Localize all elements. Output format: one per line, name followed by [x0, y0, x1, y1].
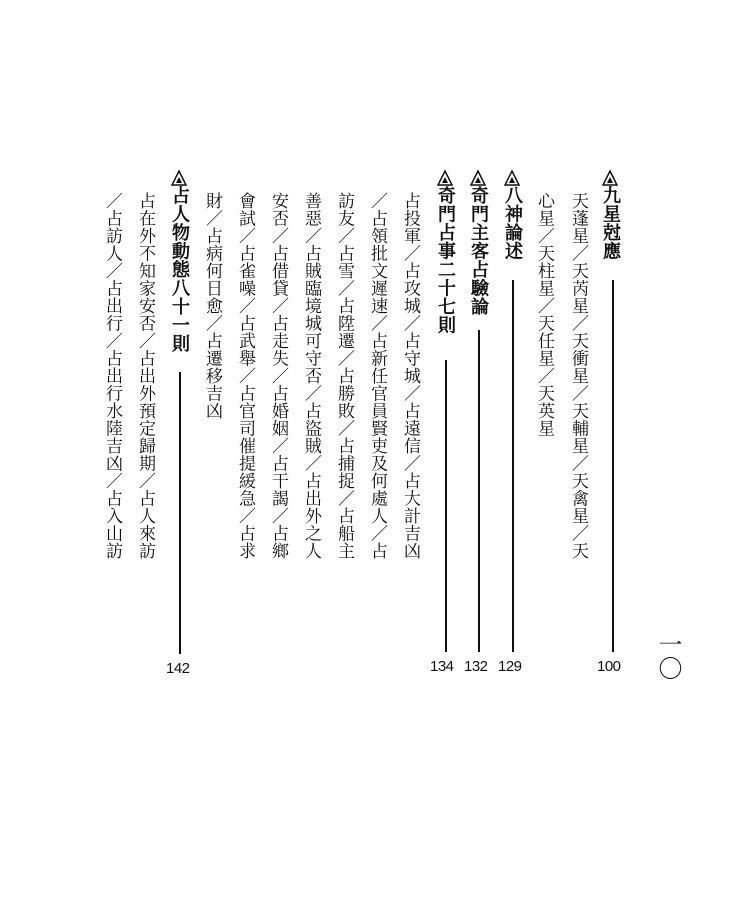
leader-line [179, 372, 181, 654]
leader-line [512, 280, 514, 652]
toc-item-line: ／占領批文遲速／占新任官員賢吏及何處人／占 [367, 192, 387, 560]
page-number: 132 [464, 658, 488, 675]
page-number: 129 [498, 658, 522, 675]
toc-item-line: ／占訪人／占出行／占出行水陸吉凶／占入山訪 [102, 192, 122, 560]
triangle-marker-icon [602, 170, 618, 186]
triangle-marker-icon [171, 170, 187, 186]
page-number: 100 [597, 658, 621, 675]
toc-heading-nine-stars[interactable]: 九星尅應 [599, 170, 621, 260]
toc-heading-81-people[interactable]: 占人物動態八十一則 [168, 170, 190, 353]
toc-item-line: 財／占病何日愈／占遷移吉凶 [202, 192, 222, 420]
toc-item-line: 會試／占雀噪／占武舉／占官司催提緩急／占求 [235, 192, 255, 560]
triangle-marker-icon [470, 170, 486, 186]
toc-heading-eight-gods[interactable]: 八神論述 [501, 170, 523, 260]
leader-line [612, 280, 614, 652]
toc-item-line: 善惡／占賊臨境城可守否／占盜賊／占出外之人 [301, 192, 321, 560]
toc-item-line: 心星／天柱星／天任星／天英星 [534, 192, 554, 437]
toc-item-line: 安否／占借貸／占走失／占婚姻／占干謁／占鄉 [268, 192, 288, 560]
toc-item-line: 天蓬星／天芮星／天衝星／天輔星／天禽星／天 [568, 192, 588, 560]
leader-line [478, 330, 480, 652]
toc-heading-27-matters[interactable]: 奇門占事二十七則 [434, 170, 456, 334]
page-number: 142 [166, 660, 190, 677]
toc-item-line: 占在外不知家安否／占出外預定歸期／占人來訪 [135, 192, 155, 560]
leader-line [445, 360, 447, 652]
triangle-marker-icon [504, 170, 520, 186]
page-number: 134 [430, 658, 454, 675]
toc-heading-host-guest[interactable]: 奇門主客占驗論 [467, 170, 489, 316]
toc-item-line: 占投軍／占攻城／占守城／占遠信／占大計吉凶 [400, 192, 420, 560]
folio-page-number: 一〇 [654, 632, 682, 680]
toc-item-line: 訪友／占雪／占陞遷／占勝敗／占捕捉／占船主 [334, 192, 354, 560]
triangle-marker-icon [437, 170, 453, 186]
